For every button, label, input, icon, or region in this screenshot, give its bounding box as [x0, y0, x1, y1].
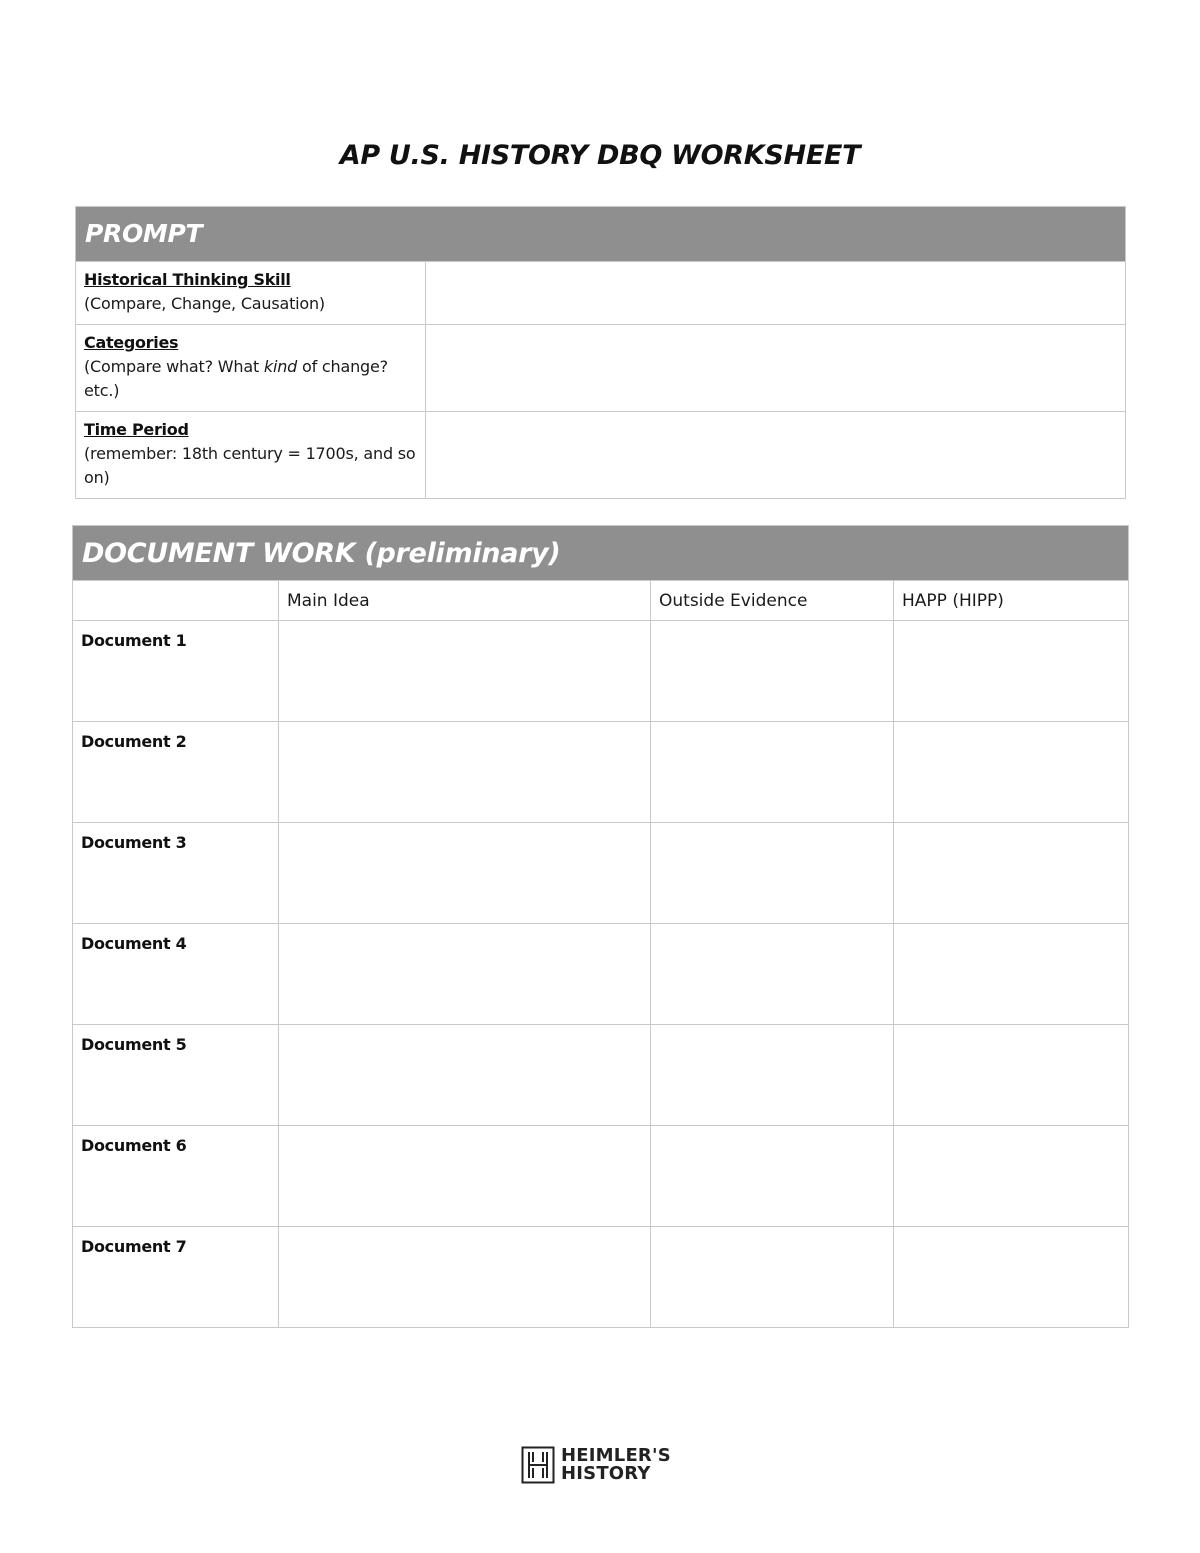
prompt-table: [75, 206, 1126, 499]
table-row: [73, 722, 1129, 823]
page-title: AP U.S. HISTORY DBQ WORKSHEET: [339, 140, 861, 171]
document-label: Document 5: [73, 1025, 279, 1126]
main-idea-cell[interactable]: [279, 1126, 651, 1227]
prompt-answer-categories[interactable]: [426, 325, 1126, 412]
prompt-label-time-period: Time Period: [84, 420, 189, 439]
table-row: [73, 823, 1129, 924]
table-row: [73, 1126, 1129, 1227]
document-label: Document 4: [73, 924, 279, 1025]
happ-cell[interactable]: [894, 823, 1129, 924]
document-label: Document 3: [73, 823, 279, 924]
happ-cell[interactable]: [894, 924, 1129, 1025]
prompt-label-categories: Categories: [84, 333, 179, 352]
outside-evidence-cell[interactable]: [651, 924, 894, 1025]
document-table: [72, 525, 1129, 1328]
column-header-main-idea: Main Idea: [279, 581, 651, 621]
outside-evidence-cell[interactable]: [651, 1126, 894, 1227]
prompt-row-skill: [76, 262, 1126, 325]
document-label: Document 1: [73, 621, 279, 722]
main-idea-cell[interactable]: [279, 621, 651, 722]
prompt-answer-time-period[interactable]: [426, 412, 1126, 499]
document-label: Document 6: [73, 1126, 279, 1227]
prompt-answer-skill[interactable]: [426, 262, 1126, 325]
prompt-desc-time-period: (remember: 18th century = 1700s, and so on): [84, 444, 416, 487]
main-idea-cell[interactable]: [279, 722, 651, 823]
prompt-row-categories: [76, 325, 1126, 412]
table-row: [73, 1025, 1129, 1126]
table-row: [73, 1227, 1129, 1328]
happ-cell[interactable]: [894, 1126, 1129, 1227]
heimlers-history-logo: [521, 1446, 671, 1484]
prompt-row-time-period: [76, 412, 1126, 499]
document-label: Document 7: [73, 1227, 279, 1328]
outside-evidence-cell[interactable]: [651, 823, 894, 924]
outside-evidence-cell[interactable]: [651, 621, 894, 722]
column-header-outside-evidence: Outside Evidence: [651, 581, 894, 621]
prompt-label-cell: [76, 412, 426, 499]
main-idea-cell[interactable]: [279, 1025, 651, 1126]
logo-text: [561, 1447, 671, 1483]
table-row: [73, 924, 1129, 1025]
happ-cell[interactable]: [894, 1025, 1129, 1126]
happ-cell[interactable]: [894, 621, 1129, 722]
happ-cell[interactable]: [894, 722, 1129, 823]
prompt-desc-categories: (Compare what? What kind of change? etc.): [84, 357, 388, 400]
logo-line-1: HEIMLER'S: [561, 1445, 671, 1466]
main-idea-cell[interactable]: [279, 823, 651, 924]
document-label: Document 2: [73, 722, 279, 823]
column-header-blank: [73, 581, 279, 621]
main-idea-cell[interactable]: [279, 1227, 651, 1328]
table-row: [73, 621, 1129, 722]
document-header: DOCUMENT WORK (preliminary): [73, 526, 1129, 581]
prompt-label-cell: [76, 262, 426, 325]
prompt-label-cell: [76, 325, 426, 412]
column-header-happ: HAPP (HIPP): [894, 581, 1129, 621]
heimlers-history-logo-icon: [521, 1446, 555, 1484]
column-header-row: [73, 581, 1129, 621]
outside-evidence-cell[interactable]: [651, 1025, 894, 1126]
prompt-desc-skill: (Compare, Change, Causation): [84, 294, 325, 313]
prompt-header: PROMPT: [76, 207, 1126, 262]
prompt-label-skill: Historical Thinking Skill: [84, 270, 291, 289]
outside-evidence-cell[interactable]: [651, 722, 894, 823]
main-idea-cell[interactable]: [279, 924, 651, 1025]
happ-cell[interactable]: [894, 1227, 1129, 1328]
outside-evidence-cell[interactable]: [651, 1227, 894, 1328]
logo-line-2: HISTORY: [561, 1463, 651, 1484]
